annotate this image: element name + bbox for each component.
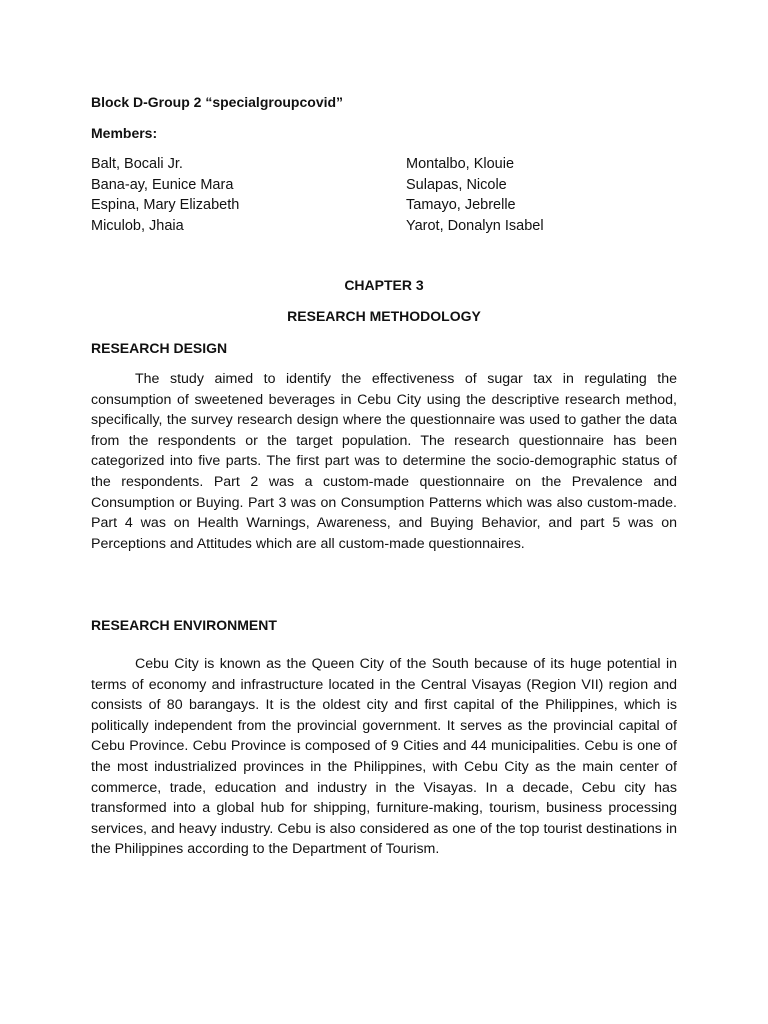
chapter-number: CHAPTER 3 [344,277,424,293]
group-title: Block D-Group 2 “specialgroupcovid” [91,94,344,110]
members-label: Members: [91,125,158,141]
members-list-right [406,154,544,237]
member-name: Tamayo, Jebrelle [406,197,516,214]
research-design-paragraph: The study aimed to identify the effectiveness of sugar tax in regulating the consumption of sweetened beverages in Cebu City using the descriptive research method, specifically, the survey research design where the questionnaire was used to gather the data from the respondents or the target population. The research questionnaire has been categorized into five parts. The first part was to determine the socio-demographic status of the respondents. Part 2 was a custom-made questionnaire on the Prevalence and Consumption or Buying. Part 3 was on Consumption Patterns which was also custom-made. Part 4 was on Health Warnings, Awareness, and Buying Behavior, and part 5 was on Perceptions and Attitudes which are all custom-made questionnaires. [91,371,677,552]
member-name: Balt, Bocali Jr. [91,156,183,172]
research-environment-paragraph: Cebu City is known as the Queen City of the South because of its huge potential in terms of economy and infrastructure located in the Central Visayas (Region VII) region and consists of 80 barangays. It is the oldest city and first capital of the Philippines, which is politically independent from the provincial government. It serves as the provincial capital of Cebu Province. Cebu Province is composed of 9 Cities and 44 municipalities. Cebu is one of the most industrialized provinces in the Philippines, with Cebu City as the main center of commerce, trade, education and industry in the Visayas. In a decade, Cebu city has transformed into a global hub for shipping, furniture-making, tourism, business processing services, and heavy industry. Cebu is also considered as one of the top tourist destinations in the Philippines according to the Department of Tourism. [91,656,677,858]
member-name: Montalbo, Klouie [406,156,515,172]
member-name: Espina, Mary Elizabeth [91,197,240,214]
research-design-heading: RESEARCH DESIGN [91,340,228,356]
member-name: Sulapas, Nicole [406,176,507,193]
members-list-left [91,154,239,237]
member-name: Miculob, Jhaia [91,218,184,235]
member-name: Yarot, Donalyn Isabel [406,218,544,235]
member-name: Bana-ay, Eunice Mara [91,176,234,193]
chapter-title: RESEARCH METHODOLOGY [287,308,481,324]
research-environment-heading: RESEARCH ENVIRONMENT [91,617,277,633]
